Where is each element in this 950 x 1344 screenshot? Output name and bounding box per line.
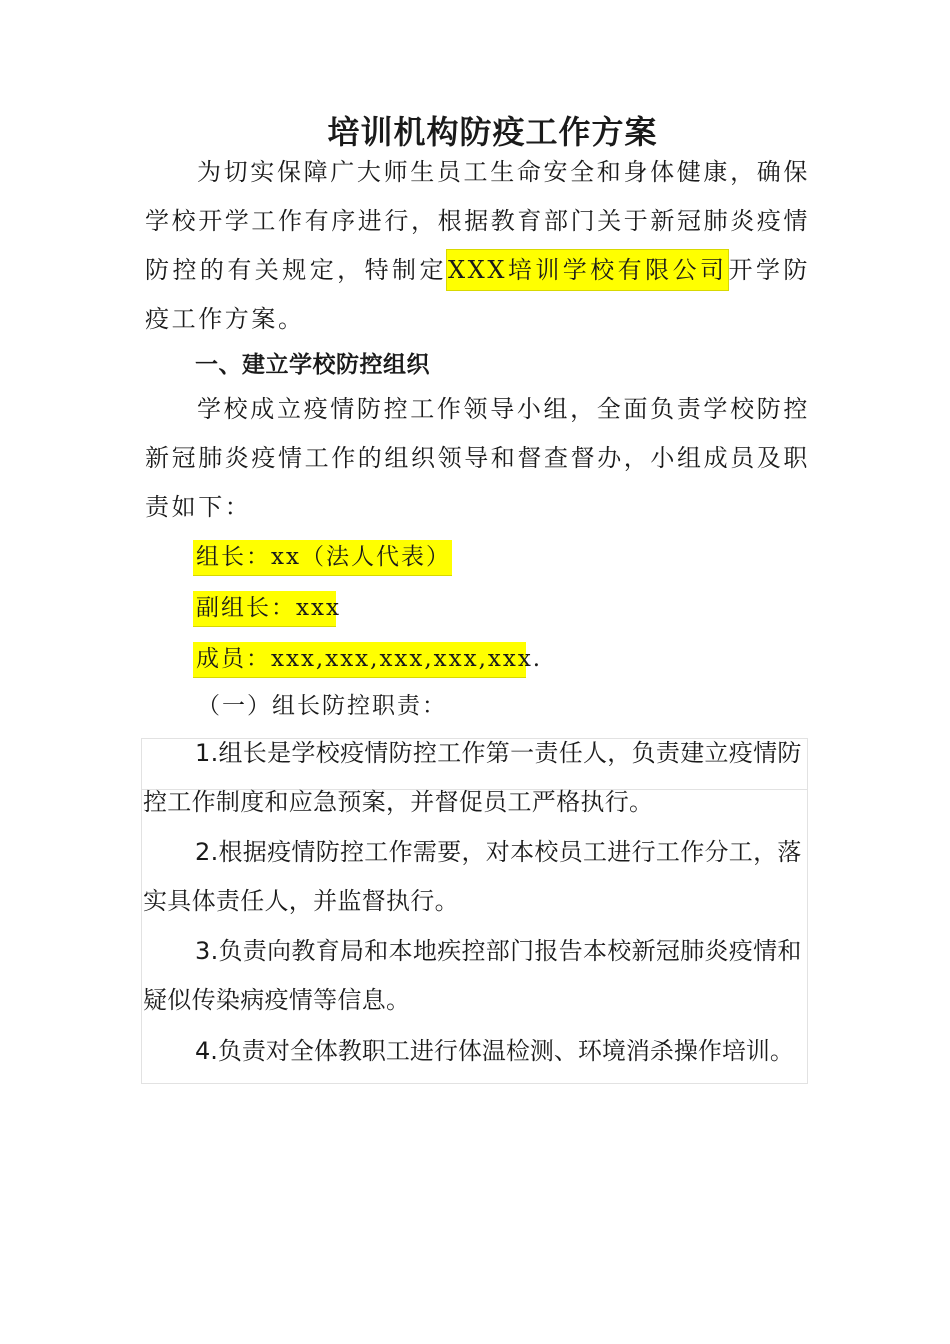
member-leader: 组长：xx（法人代表）: [193, 540, 452, 576]
section-heading: 一、建立学校防控组织: [195, 352, 430, 378]
subsection-heading: （一）组长防控职责：: [197, 693, 447, 719]
member-deputy-leader: 副组长：xxx: [193, 591, 336, 627]
intro-text-before: 为切实保障广大师生员工生命安全和身体健康，确保学校开学工作有序进行，根据教育部门关于新冠肺炎疫情防控的有关规定，特制定: [145, 158, 810, 284]
highlighted-company-name: XXX培训学校有限公司: [447, 250, 729, 290]
intro-paragraph: [145, 148, 810, 344]
member-list: 成员：xxx,xxx,xxx,xxx,xxx.: [193, 642, 526, 678]
intro-text-after: 开学防疫工作方案。: [145, 256, 810, 333]
duty-item: 3.负责向教育局和本地疾控部门报告本校新冠肺炎疫情和疑似传染病疫情等信息。: [143, 937, 802, 1014]
document-title: 培训机构防疫工作方案: [327, 113, 658, 152]
duty-item: 4.负责对全体教职工进行体温检测、环境消杀操作培训。: [195, 1037, 794, 1065]
duty-item: 2.根据疫情防控工作需要，对本校员工进行工作分工，落实具体责任人，并监督执行。: [143, 838, 802, 915]
section-paragraph: 学校成立疫情防控工作领导小组，全面负责学校防控新冠肺炎疫情工作的组织领导和督查督办，小组成员及职责如下：: [145, 395, 810, 521]
duty-item: 1.组长是学校疫情防控工作第一责任人，负责建立疫情防控工作制度和应急预案，并督促员工严格执行。: [143, 739, 802, 816]
